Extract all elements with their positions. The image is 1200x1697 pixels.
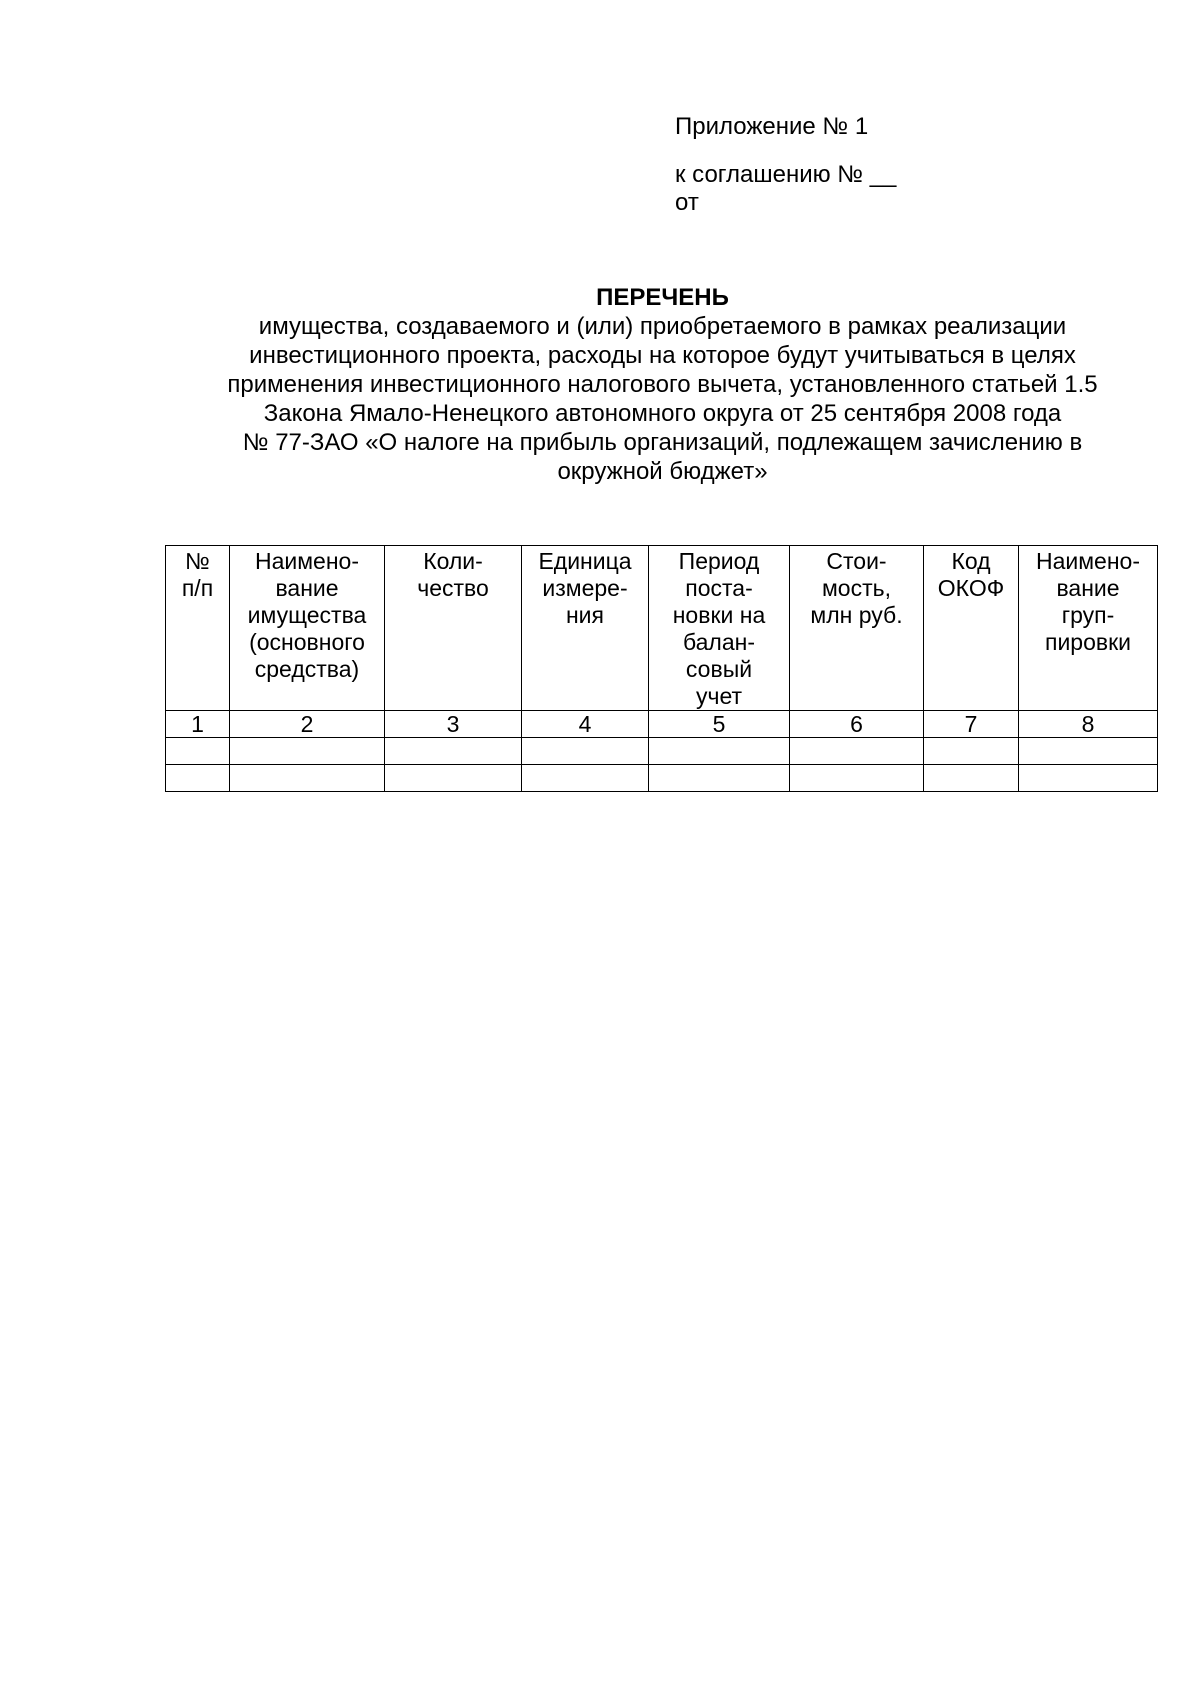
title-line: окружной бюджет»	[557, 458, 768, 485]
table-cell	[230, 738, 385, 765]
title-line: применения инвестиционного налогового вычета, установленного статьей 1.5	[227, 371, 1098, 398]
agreement-date: от	[675, 189, 699, 216]
column-header-text: Единица измере- ния	[538, 548, 632, 628]
column-number: 5	[649, 711, 790, 738]
title-line: имущества, создаваемого и (или) приобретаемого в рамках реализации	[258, 313, 1067, 340]
header-row	[166, 546, 1158, 711]
column-number-row	[166, 711, 1158, 738]
column-header-text: Коли- чество	[417, 548, 489, 601]
table-cell	[385, 765, 522, 792]
table-cell	[649, 765, 790, 792]
table-row	[166, 738, 1158, 765]
appendix-title: Приложение № 1	[675, 113, 869, 140]
column-number: 7	[924, 711, 1019, 738]
table-cell	[522, 738, 649, 765]
table-cell	[790, 765, 924, 792]
title-line: инвестиционного проекта, расходы на которое будут учитываться в целях	[249, 342, 1076, 369]
table-cell	[924, 765, 1019, 792]
column-header	[522, 546, 649, 711]
column-header-text: Наимено- вание имущества (основного средства)	[247, 548, 367, 682]
column-number: 1	[166, 711, 230, 738]
column-header	[385, 546, 522, 711]
column-header-text: № п/п	[181, 548, 214, 601]
column-header-text: Код ОКОФ	[937, 548, 1005, 601]
column-header	[649, 546, 790, 711]
column-header	[166, 546, 230, 711]
column-number: 2	[230, 711, 385, 738]
table-cell	[522, 765, 649, 792]
column-number: 6	[790, 711, 924, 738]
title-line: Закона Ямало-Ненецкого автономного округа от 25 сентября 2008 года	[263, 400, 1062, 427]
title-heading: ПЕРЕЧЕНЬ	[596, 284, 729, 311]
column-header-text: Стои- мость, млн руб.	[810, 548, 903, 628]
table-cell	[649, 738, 790, 765]
table-cell	[1019, 765, 1158, 792]
table-cell	[385, 738, 522, 765]
column-header	[924, 546, 1019, 711]
title-line: № 77-ЗАО «О налоге на прибыль организаций, подлежащем зачислению в	[242, 429, 1083, 456]
column-number: 4	[522, 711, 649, 738]
table-cell	[924, 738, 1019, 765]
column-number: 3	[385, 711, 522, 738]
table-row	[166, 765, 1158, 792]
table-cell	[166, 765, 230, 792]
document-title	[150, 283, 1175, 486]
property-table	[165, 545, 1158, 792]
column-header-text: Период поста- новки на балан- совый учет	[672, 548, 766, 709]
agreement-number: к соглашению № __	[675, 161, 897, 188]
column-header	[1019, 546, 1158, 711]
column-number: 8	[1019, 711, 1158, 738]
table-cell	[790, 738, 924, 765]
appendix-header	[675, 113, 896, 217]
column-header-text: Наимено- вание груп- пировки	[1035, 548, 1140, 655]
table-cell	[166, 738, 230, 765]
column-header	[230, 546, 385, 711]
table-cell	[230, 765, 385, 792]
column-header	[790, 546, 924, 711]
table-cell	[1019, 738, 1158, 765]
